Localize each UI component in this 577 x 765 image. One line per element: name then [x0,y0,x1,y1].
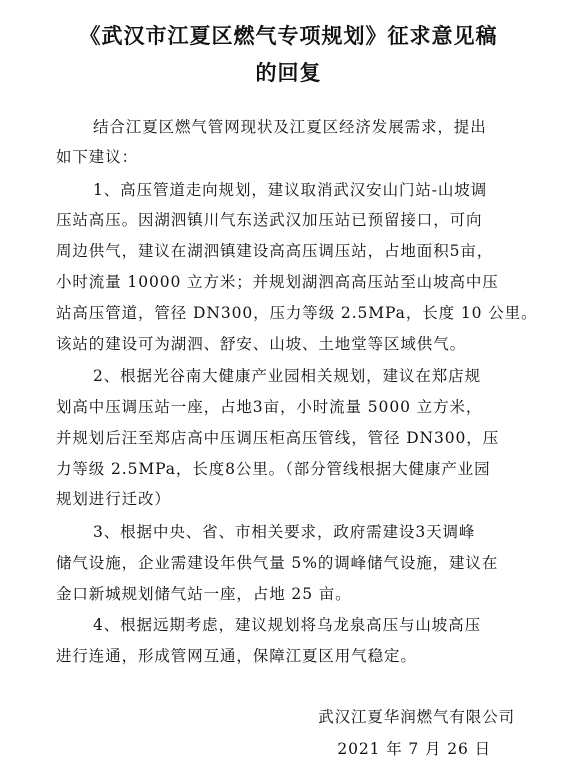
signature-company: 武汉江夏华润燃气有限公司 [318,708,515,726]
item-2-line: 2、根据光谷南大健康产业园相关规划，建议在郑店规 [93,367,481,385]
item-3-line: 金口新城规划储气站一座，占地 25 亩。 [56,585,352,603]
item-2-line: 并规划后汪至郑店高中压调压柜高压管线，管径 DN300，压 [56,429,500,447]
item-4-line: 4、根据远期考虑，建议规划将乌龙泉高压与山坡高压 [93,616,481,634]
item-4-line: 进行连通，形成管网互通，保障江夏区用气稳定。 [56,647,417,665]
intro-line: 结合江夏区燃气管网现状及江夏区经济发展需求，提出 [93,118,487,136]
item-1-line: 站高压管道，管径 DN300，压力等级 2.5MPa，长度 10 公里。 [56,304,538,322]
item-3-line: 储气设施，企业需建设年供气量 5%的调峰储气设施，建议在 [56,554,499,572]
document-title: 《武汉市江夏区燃气专项规划》征求意见稿 [79,24,498,48]
intro-line: 如下建议： [56,148,139,166]
item-2-line: 规划进行迁改） [56,490,171,508]
item-1-line: 周边供气，建议在湖泗镇建设高高压调压站，占地面积5亩， [56,242,494,260]
item-2-line: 力等级 2.5MPa，长度8公里。（部分管线根据大健康产业园 [56,460,491,478]
item-2-line: 划高中压调压站一座，占地3亩，小时流量 5000 立方米， [56,398,483,416]
item-1-line: 小时流量 10000 立方米；并规划湖泗高高压站至山坡高中压 [56,273,499,291]
signature-date: 2021 年 7 月 26 日 [337,740,491,758]
item-3-line: 3、根据中央、省、市相关要求，政府需建设3天调峰 [93,523,476,541]
item-1-line: 该站的建设可为湖泗、舒安、山坡、土地堂等区域供气。 [56,335,467,353]
document-title-continued: 的回复 [255,61,322,85]
item-1-line: 压站高压。因湖泗镇川气东送武汉加压站已预留接口，可向 [56,211,483,229]
item-1-line: 1、高压管道走向规划，建议取消武汉安山门站-山坡调 [93,181,488,199]
